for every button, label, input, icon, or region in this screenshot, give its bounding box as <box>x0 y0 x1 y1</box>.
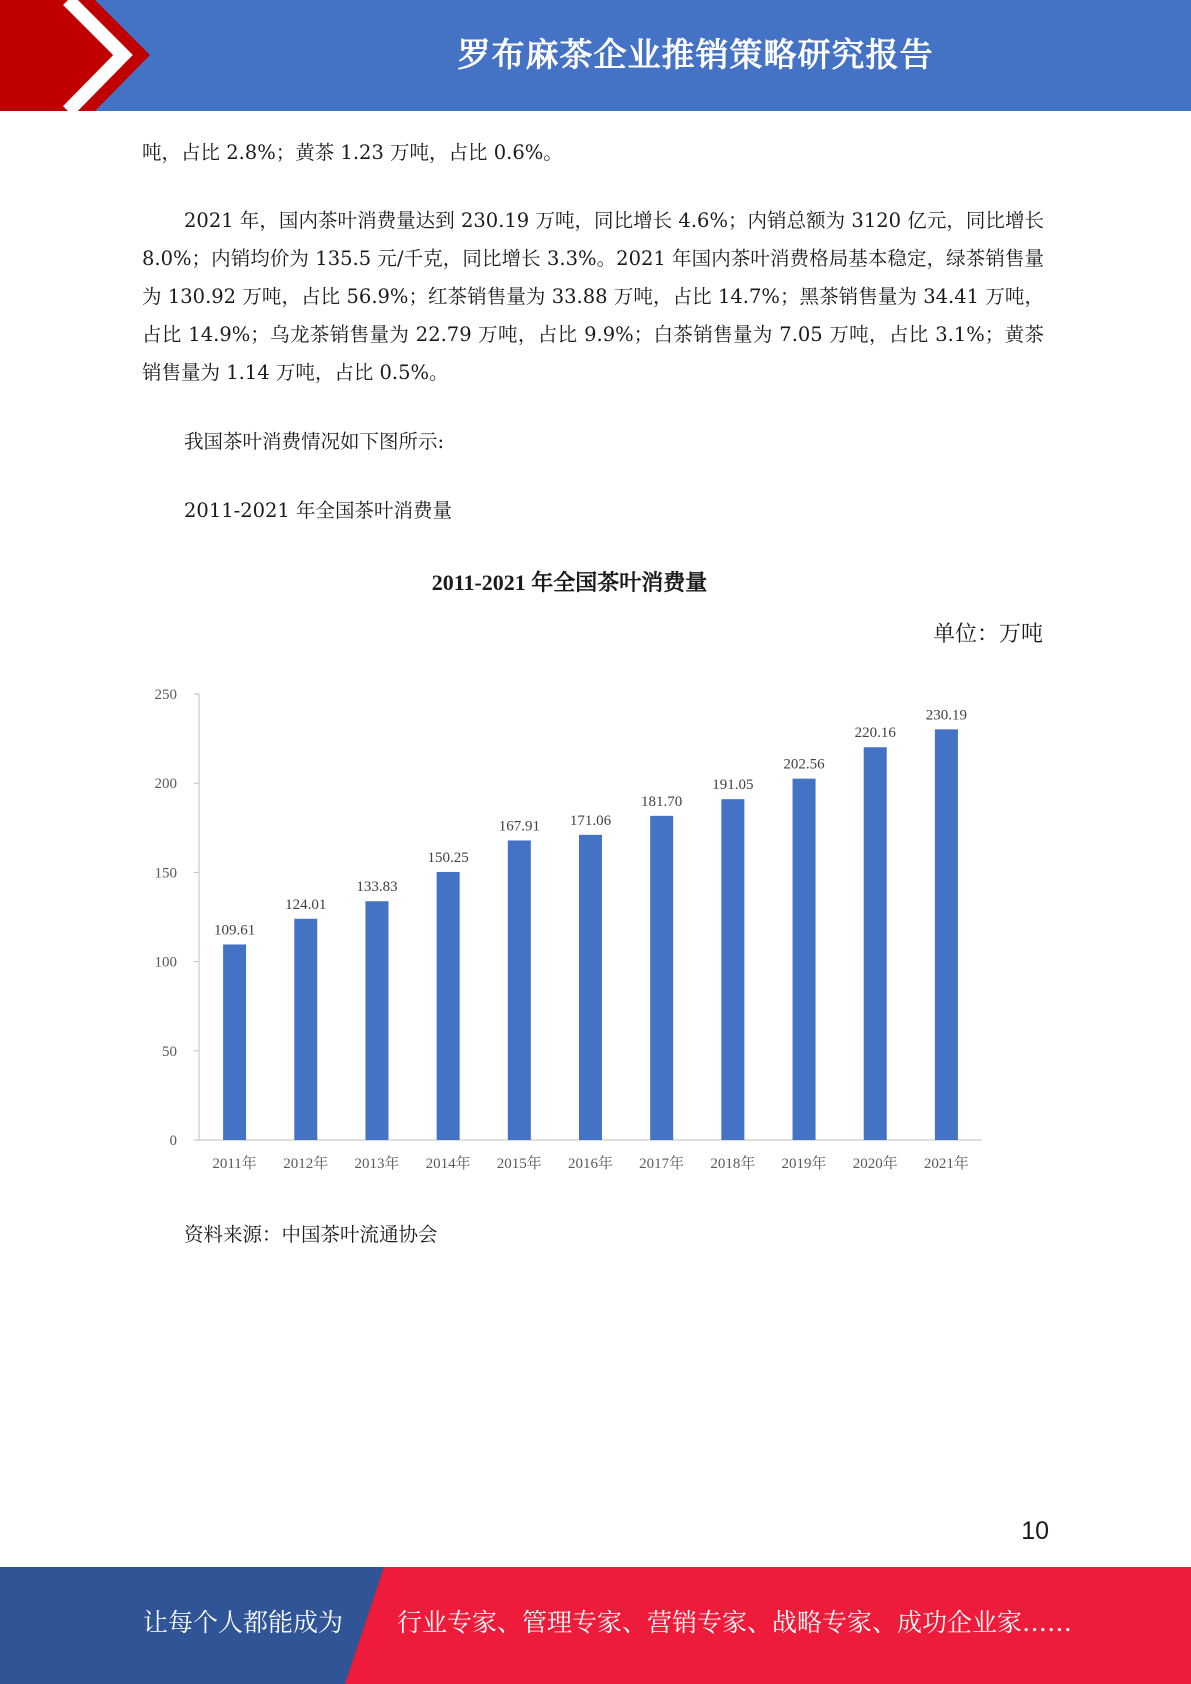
page-footer <box>0 1567 1191 1684</box>
bar-value-label: 220.16 <box>854 725 896 742</box>
x-category-label: 2015年 <box>496 1156 542 1172</box>
x-category-label: 2012年 <box>283 1156 329 1172</box>
bar <box>579 835 602 1140</box>
y-tick-label: 250 <box>154 687 177 703</box>
y-tick-label: 150 <box>154 865 177 882</box>
footer-slogan-right: 行业专家、管理专家、营销专家、战略专家、成功企业家…… <box>397 1608 1073 1637</box>
report-title: 罗布麻茶企业推销策略研究报告 <box>457 35 934 74</box>
y-tick-label: 100 <box>154 954 177 971</box>
x-category-label: 2017年 <box>639 1156 685 1172</box>
page-header <box>0 0 1191 111</box>
x-category-label: 2021年 <box>923 1156 969 1172</box>
bar-value-label: 124.01 <box>285 896 327 913</box>
bar-value-label: 133.83 <box>356 879 398 896</box>
chart-unit-label: 单位：万吨 <box>932 622 1043 647</box>
bar <box>365 901 388 1140</box>
bar <box>294 919 317 1140</box>
bar <box>437 872 460 1140</box>
figure-caption: 2011-2021 年全国茶叶消费量 <box>184 499 453 522</box>
page-number: 10 <box>1021 1517 1049 1545</box>
bar-value-label: 150.25 <box>427 849 469 866</box>
bar-value-label: 171.06 <box>569 812 612 829</box>
y-tick-label: 50 <box>162 1043 177 1060</box>
x-category-label: 2016年 <box>567 1156 614 1172</box>
bar <box>935 729 958 1140</box>
bar-value-label: 167.91 <box>498 818 540 835</box>
bar-chart <box>130 675 1000 1185</box>
data-source: 资料来源：中国茶叶流通协会 <box>184 1223 438 1246</box>
bar-value-label: 230.19 <box>925 707 968 724</box>
x-category-label: 2019年 <box>781 1156 827 1172</box>
y-tick-label: 200 <box>154 776 177 793</box>
bar <box>650 816 673 1140</box>
paragraph-consumption-2021: 2021 年，国内茶叶消费量达到 230.19 万吨，同比增长 4.6%；内销总额为 3120 亿元，同比增长 8.0%；内销均价为 135.5 元/千克，同比增长 3.3%。2021 年国内茶叶消费格局基本稳定，绿茶销售量为 130.92 万吨，占比 56.9%；红茶销售量为 33.88 万吨，占比 14.7%；黑茶销售量为 34.41 万吨，占比 14.9%；乌龙茶销售量为 22.79 万吨，占比 9.9%；白茶销售量为 7.05 万吨，占比 3.1%；黄茶销售量为 1.14 万吨，占比 0.5%。 <box>142 209 1044 384</box>
bar-value-label: 109.61 <box>213 922 256 939</box>
x-category-label: 2020年 <box>852 1156 898 1172</box>
bar-value-label: 202.56 <box>783 756 825 773</box>
chart-title: 2011-2021 年全国茶叶消费量 <box>431 570 708 595</box>
footer-slogan-left: 让每个人都能成为 <box>143 1608 344 1637</box>
x-category-label: 2013年 <box>354 1156 400 1172</box>
x-category-label: 2011年 <box>212 1156 257 1172</box>
bar-value-label: 191.05 <box>712 777 754 794</box>
x-category-label: 2018年 <box>710 1156 756 1172</box>
x-category-label: 2014年 <box>425 1156 471 1172</box>
bar <box>864 747 887 1140</box>
paragraph-figure-intro: 我国茶叶消费情况如下图所示: <box>184 430 445 453</box>
bar <box>508 840 531 1140</box>
bar <box>793 779 816 1140</box>
bar <box>223 944 246 1140</box>
y-tick-label: 0 <box>169 1133 177 1149</box>
bar <box>721 799 744 1140</box>
bar-value-label: 181.70 <box>641 793 683 810</box>
paragraph-continuation: 吨，占比 2.8%；黄茶 1.23 万吨，占比 0.6%。 <box>142 141 563 164</box>
